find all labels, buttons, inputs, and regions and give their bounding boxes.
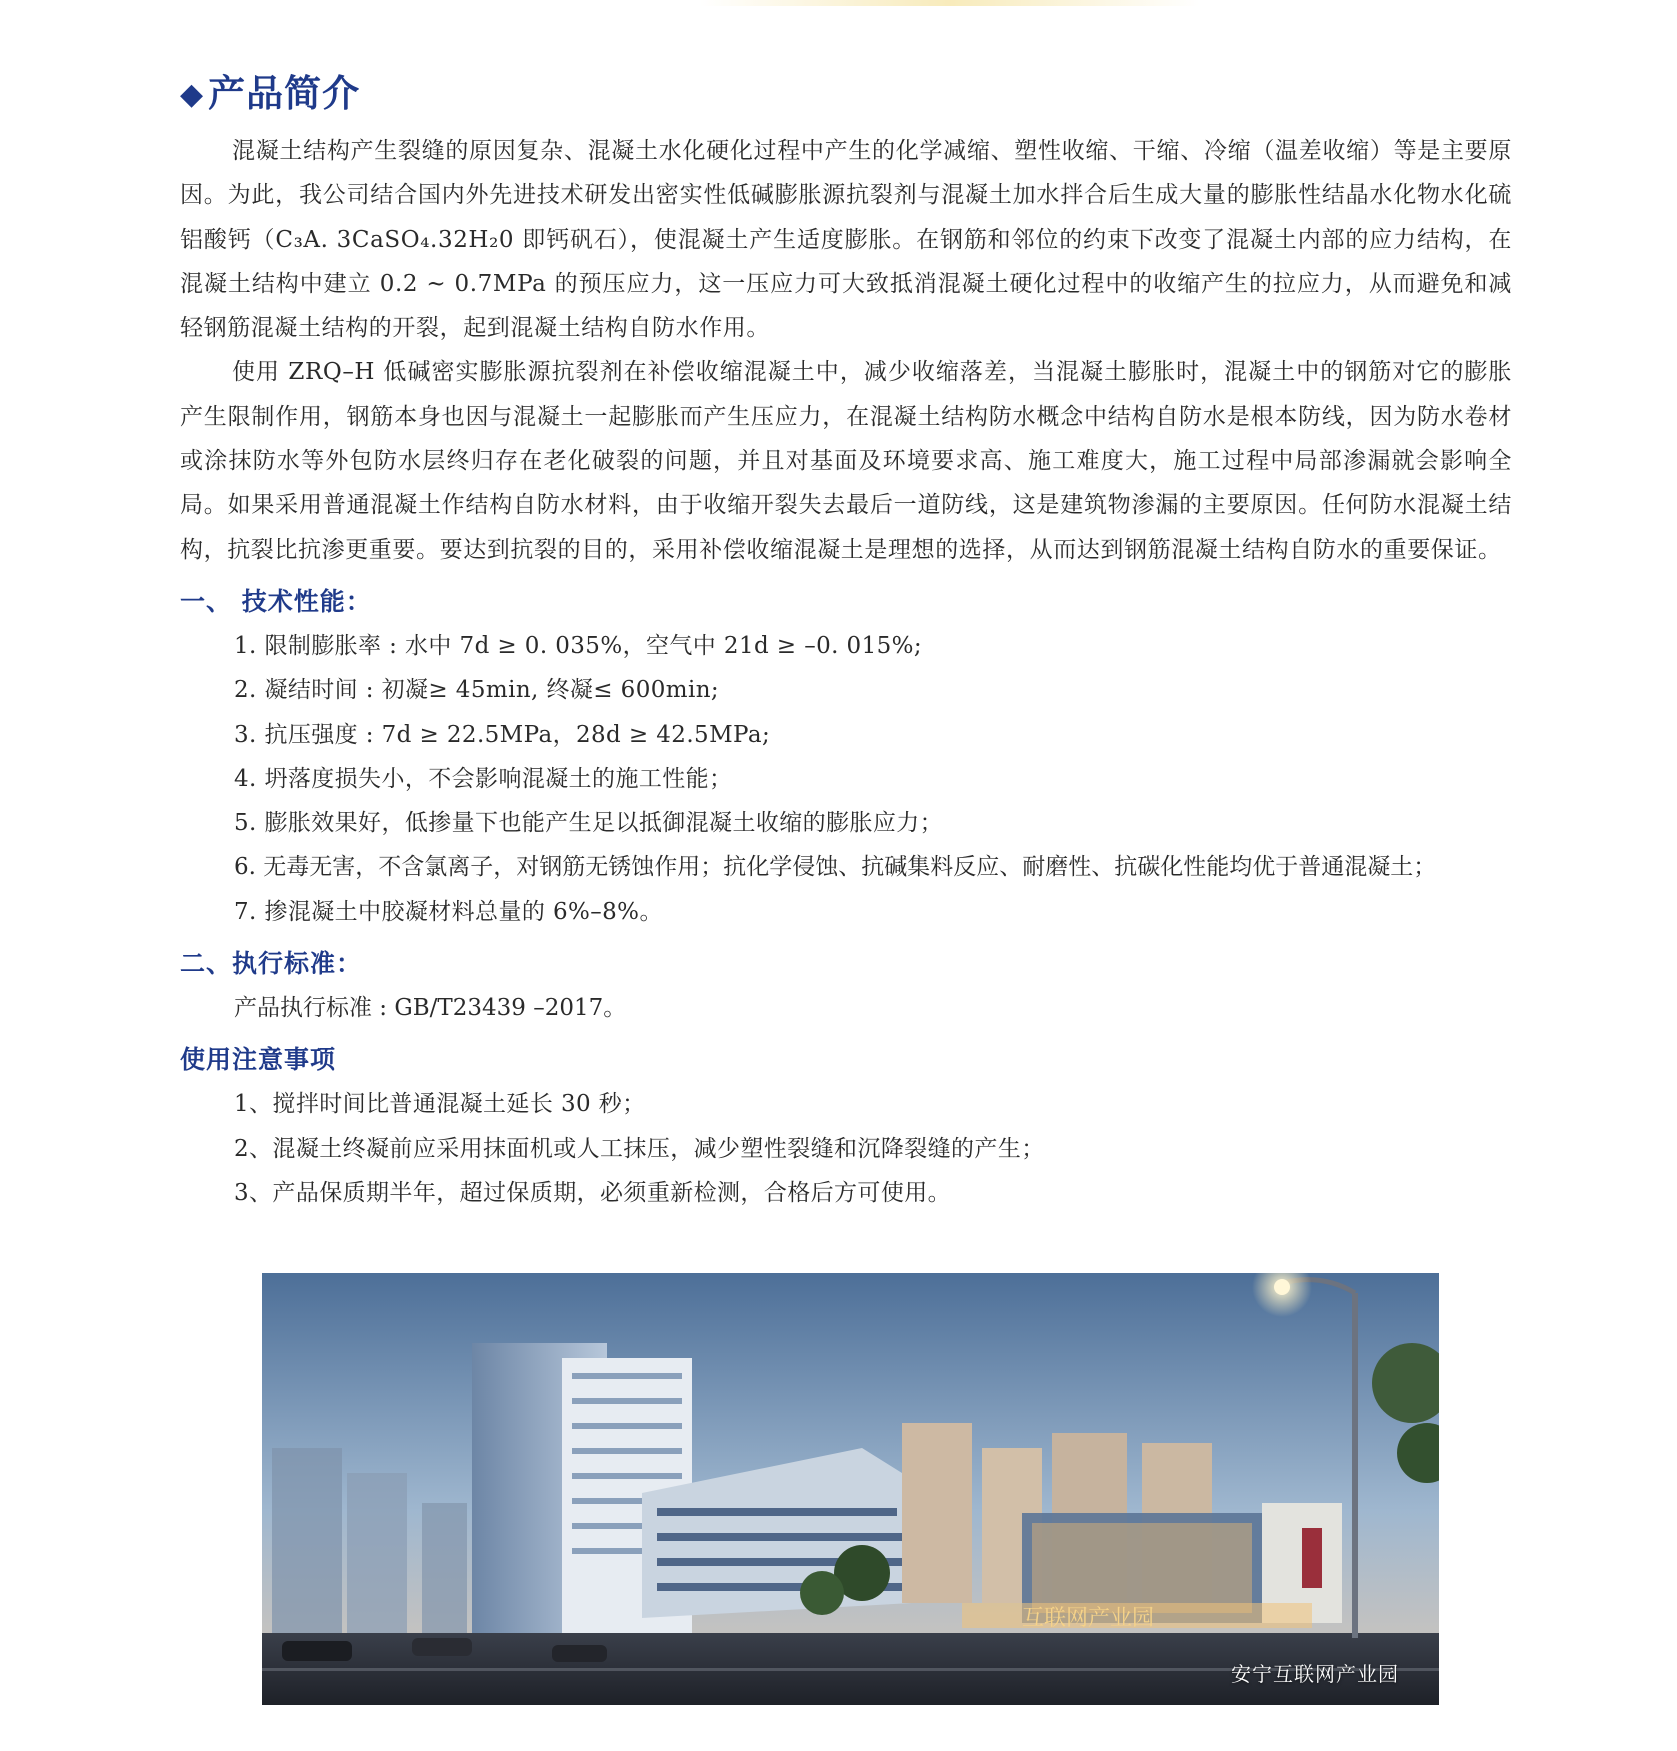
list-item: 3、产品保质期半年，超过保质期，必须重新检测，合格后方可使用。 xyxy=(234,1179,952,1206)
list-item: 7. 掺混凝土中胶凝材料总量的 6%–8%。 xyxy=(234,898,663,925)
list-item: 4. 坍落度损失小，不会影响混凝土的施工性能； xyxy=(234,765,733,792)
usage-notes-list xyxy=(180,1082,1512,1215)
list-item: 2、混凝土终凝前应采用抹面机或人工抹压，减少塑性裂缝和沉降裂缝的产生； xyxy=(234,1135,1045,1162)
list-item: 3. 抗压强度 : 7d ≥ 22.5MPa，28d ≥ 42.5MPa; xyxy=(234,721,771,748)
top-decoration-strip xyxy=(700,0,1200,6)
page-title-text: 产品简介 xyxy=(208,72,361,115)
list-item: 2. 凝结时间 : 初凝≥ 45min, 终凝≤ 600min; xyxy=(234,677,720,704)
standard-text: 产品执行标准 : GB/T23439 –2017。 xyxy=(234,995,627,1022)
tech-performance-list xyxy=(180,624,1512,934)
list-item: 5. 膨胀效果好，低掺量下也能产生足以抵御混凝土收缩的膨胀应力； xyxy=(234,810,944,837)
park-sign-text: 互联网产业园 xyxy=(1022,1606,1155,1631)
building-photo-illustration xyxy=(262,1273,1439,1705)
list-item: 1、搅拌时间比普通混凝土延长 30 秒； xyxy=(234,1091,646,1118)
intro-paragraph-1: 混凝土结构产生裂缝的原因复杂、混凝土水化硬化过程中产生的化学减缩、塑性收缩、干缩、冷缩（温差收缩）等是主要原因。为此，我公司结合国内外先进技术研发出密实性低碱膨胀源抗裂剂与混凝土加水拌合后生成大量的膨胀性结晶水化物水化硫铝酸钙（C₃A. 3CaSO₄.32H₂0 即钙矾石），使混凝土产生适度膨胀。在钢筋和邻位的约束下改变了混凝土内部的应力结构，在混凝土结构中建立 0.2 ~ 0.7MPa 的预压应力，这一压应力可大致抵消混凝土硬化过程中的收缩产生的拉应力，从而避免和减轻钢筋混凝土结构的开裂，起到混凝土结构自防水作用。 xyxy=(180,138,1512,342)
tech-performance-heading: 一、 技术性能： xyxy=(180,586,372,616)
document-body xyxy=(180,66,1512,1215)
list-item: 6. 无毒无害，不含氯离子，对钢筋无锈蚀作用；抗化学侵蚀、抗碱集料反应、耐磨性、抗碳化性能均优于普通混凝土； xyxy=(234,854,1437,881)
photo-caption: 安宁互联网产业园 xyxy=(1231,1662,1399,1686)
building-photo xyxy=(262,1273,1439,1705)
usage-notes-heading: 使用注意事项 xyxy=(180,1045,337,1075)
intro-paragraph-2: 使用 ZRQ–H 低碱密实膨胀源抗裂剂在补偿收缩混凝土中，减少收缩落差，当混凝土膨胀时，混凝土中的钢筋对它的膨胀产生限制作用，钢筋本身也因与混凝土一起膨胀而产生压应力，在混凝土结构防水概念中结构自防水是根本防线，因为防水卷材或涂抹防水等外包防水层终归存在老化破裂的问题，并且对基面及环境要求高、施工难度大，施工过程中局部渗漏就会影响全局。如果采用普通混凝土作结构自防水材料，由于收缩开裂失去最后一道防线，这是建筑物渗漏的主要原因。任何防水混凝土结构，抗裂比抗渗更重要。要达到抗裂的目的，采用补偿收缩混凝土是理想的选择，从而达到钢筋混凝土结构自防水的重要保证。 xyxy=(180,359,1512,563)
diamond-bullet-icon: ◆ xyxy=(180,77,205,112)
list-item: 1. 限制膨胀率 : 水中 7d ≥ 0. 035%，空气中 21d ≥ –0. 015%; xyxy=(234,632,923,659)
page-title xyxy=(180,66,1512,125)
standard-heading: 二、执行标准： xyxy=(180,949,363,979)
